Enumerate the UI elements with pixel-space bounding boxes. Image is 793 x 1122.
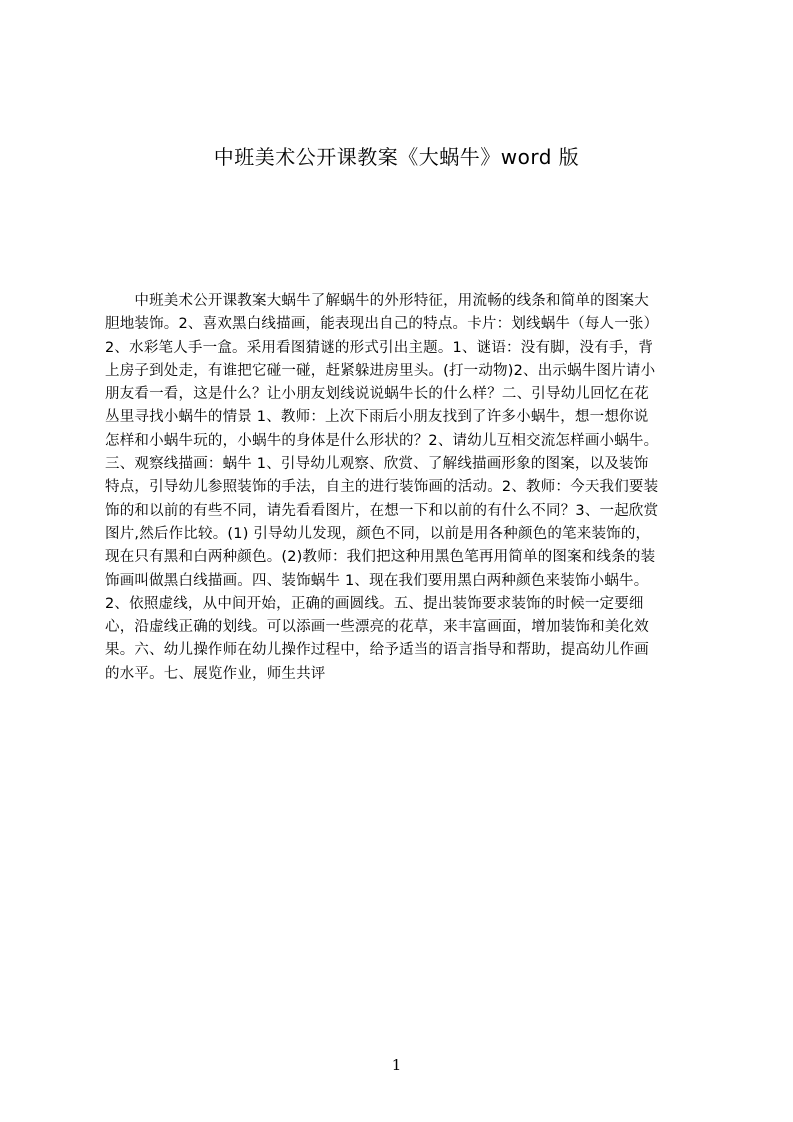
body-line: 饰画叫做黑白线描画。四、装饰蜗牛 1、现在我们要用黑白两种颜色来装饰小蜗牛。 xyxy=(105,572,649,589)
body-line: 朋友看一看，这是什么？让小朋友划线说说蜗牛长的什么样？二、引导幼儿回忆在花 xyxy=(105,386,649,403)
document-body xyxy=(105,290,697,686)
body-line: 果。六、幼儿操作师在幼儿操作过程中，给予适当的语言指导和帮助，提高幼儿作画 xyxy=(105,642,649,659)
body-line: 丛里寻找小蜗牛的情景 1、教师：上次下雨后小朋友找到了许多小蜗牛，想一想你说 xyxy=(105,409,649,426)
body-line: 怎样和小蜗牛玩的，小蜗牛的身体是什么形状的？2、请幼儿互相交流怎样画小蜗牛。 xyxy=(105,432,659,449)
body-line: 2、依照虚线，从中间开始，正确的画圆线。五、提出装饰要求装饰的时候一定要细 xyxy=(105,595,644,612)
page-number: 1 xyxy=(391,1056,402,1074)
body-line: 的水平。七、展览作业，师生共评 xyxy=(105,665,326,682)
body-line: 心，沿虚线正确的划线。可以添画一些漂亮的花草，来丰富画面，增加装饰和美化效 xyxy=(105,619,649,636)
body-line: 胆地装饰。2、喜欢黑白线描画，能表现出自己的特点。卡片：划线蜗牛（每人一张） xyxy=(105,316,659,333)
body-line: 三、观察线描画：蜗牛 1、引导幼儿观察、欣赏、了解线描画形象的图案，以及装饰 xyxy=(105,456,649,473)
body-line: 中班美术公开课教案大蜗牛了解蜗牛的外形特征，用流畅的线条和简单的图案大 xyxy=(105,293,649,309)
body-line: 饰的和以前的有些不同，请先看看图片，在想一下和以前的有什么不同？3、一起欣赏 xyxy=(105,502,659,519)
body-line: 特点，引导幼儿参照装饰的手法，自主的进行装饰画的活动。2、教师：今天我们要装 xyxy=(105,479,659,496)
body-line: 上房子到处走，有谁把它碰一碰，赶紧躲进房里头。(打一动物)2、出示蜗牛图片请小 xyxy=(105,362,656,379)
document-title: 中班美术公开课教案《大蜗牛》word 版 xyxy=(213,145,580,169)
body-line: 图片,然后作比较。(1) 引导幼儿发现，颜色不同，以前是用各种颜色的笔来装饰的， xyxy=(105,525,651,542)
body-line: 现在只有黑和白两种颜色。(2)教师：我们把这种用黑色笔再用简单的图案和线条的装 xyxy=(105,549,656,566)
body-line: 2、水彩笔人手一盒。采用看图猜谜的形式引出主题。1、谜语：没有脚，没有手，背 xyxy=(105,339,654,356)
